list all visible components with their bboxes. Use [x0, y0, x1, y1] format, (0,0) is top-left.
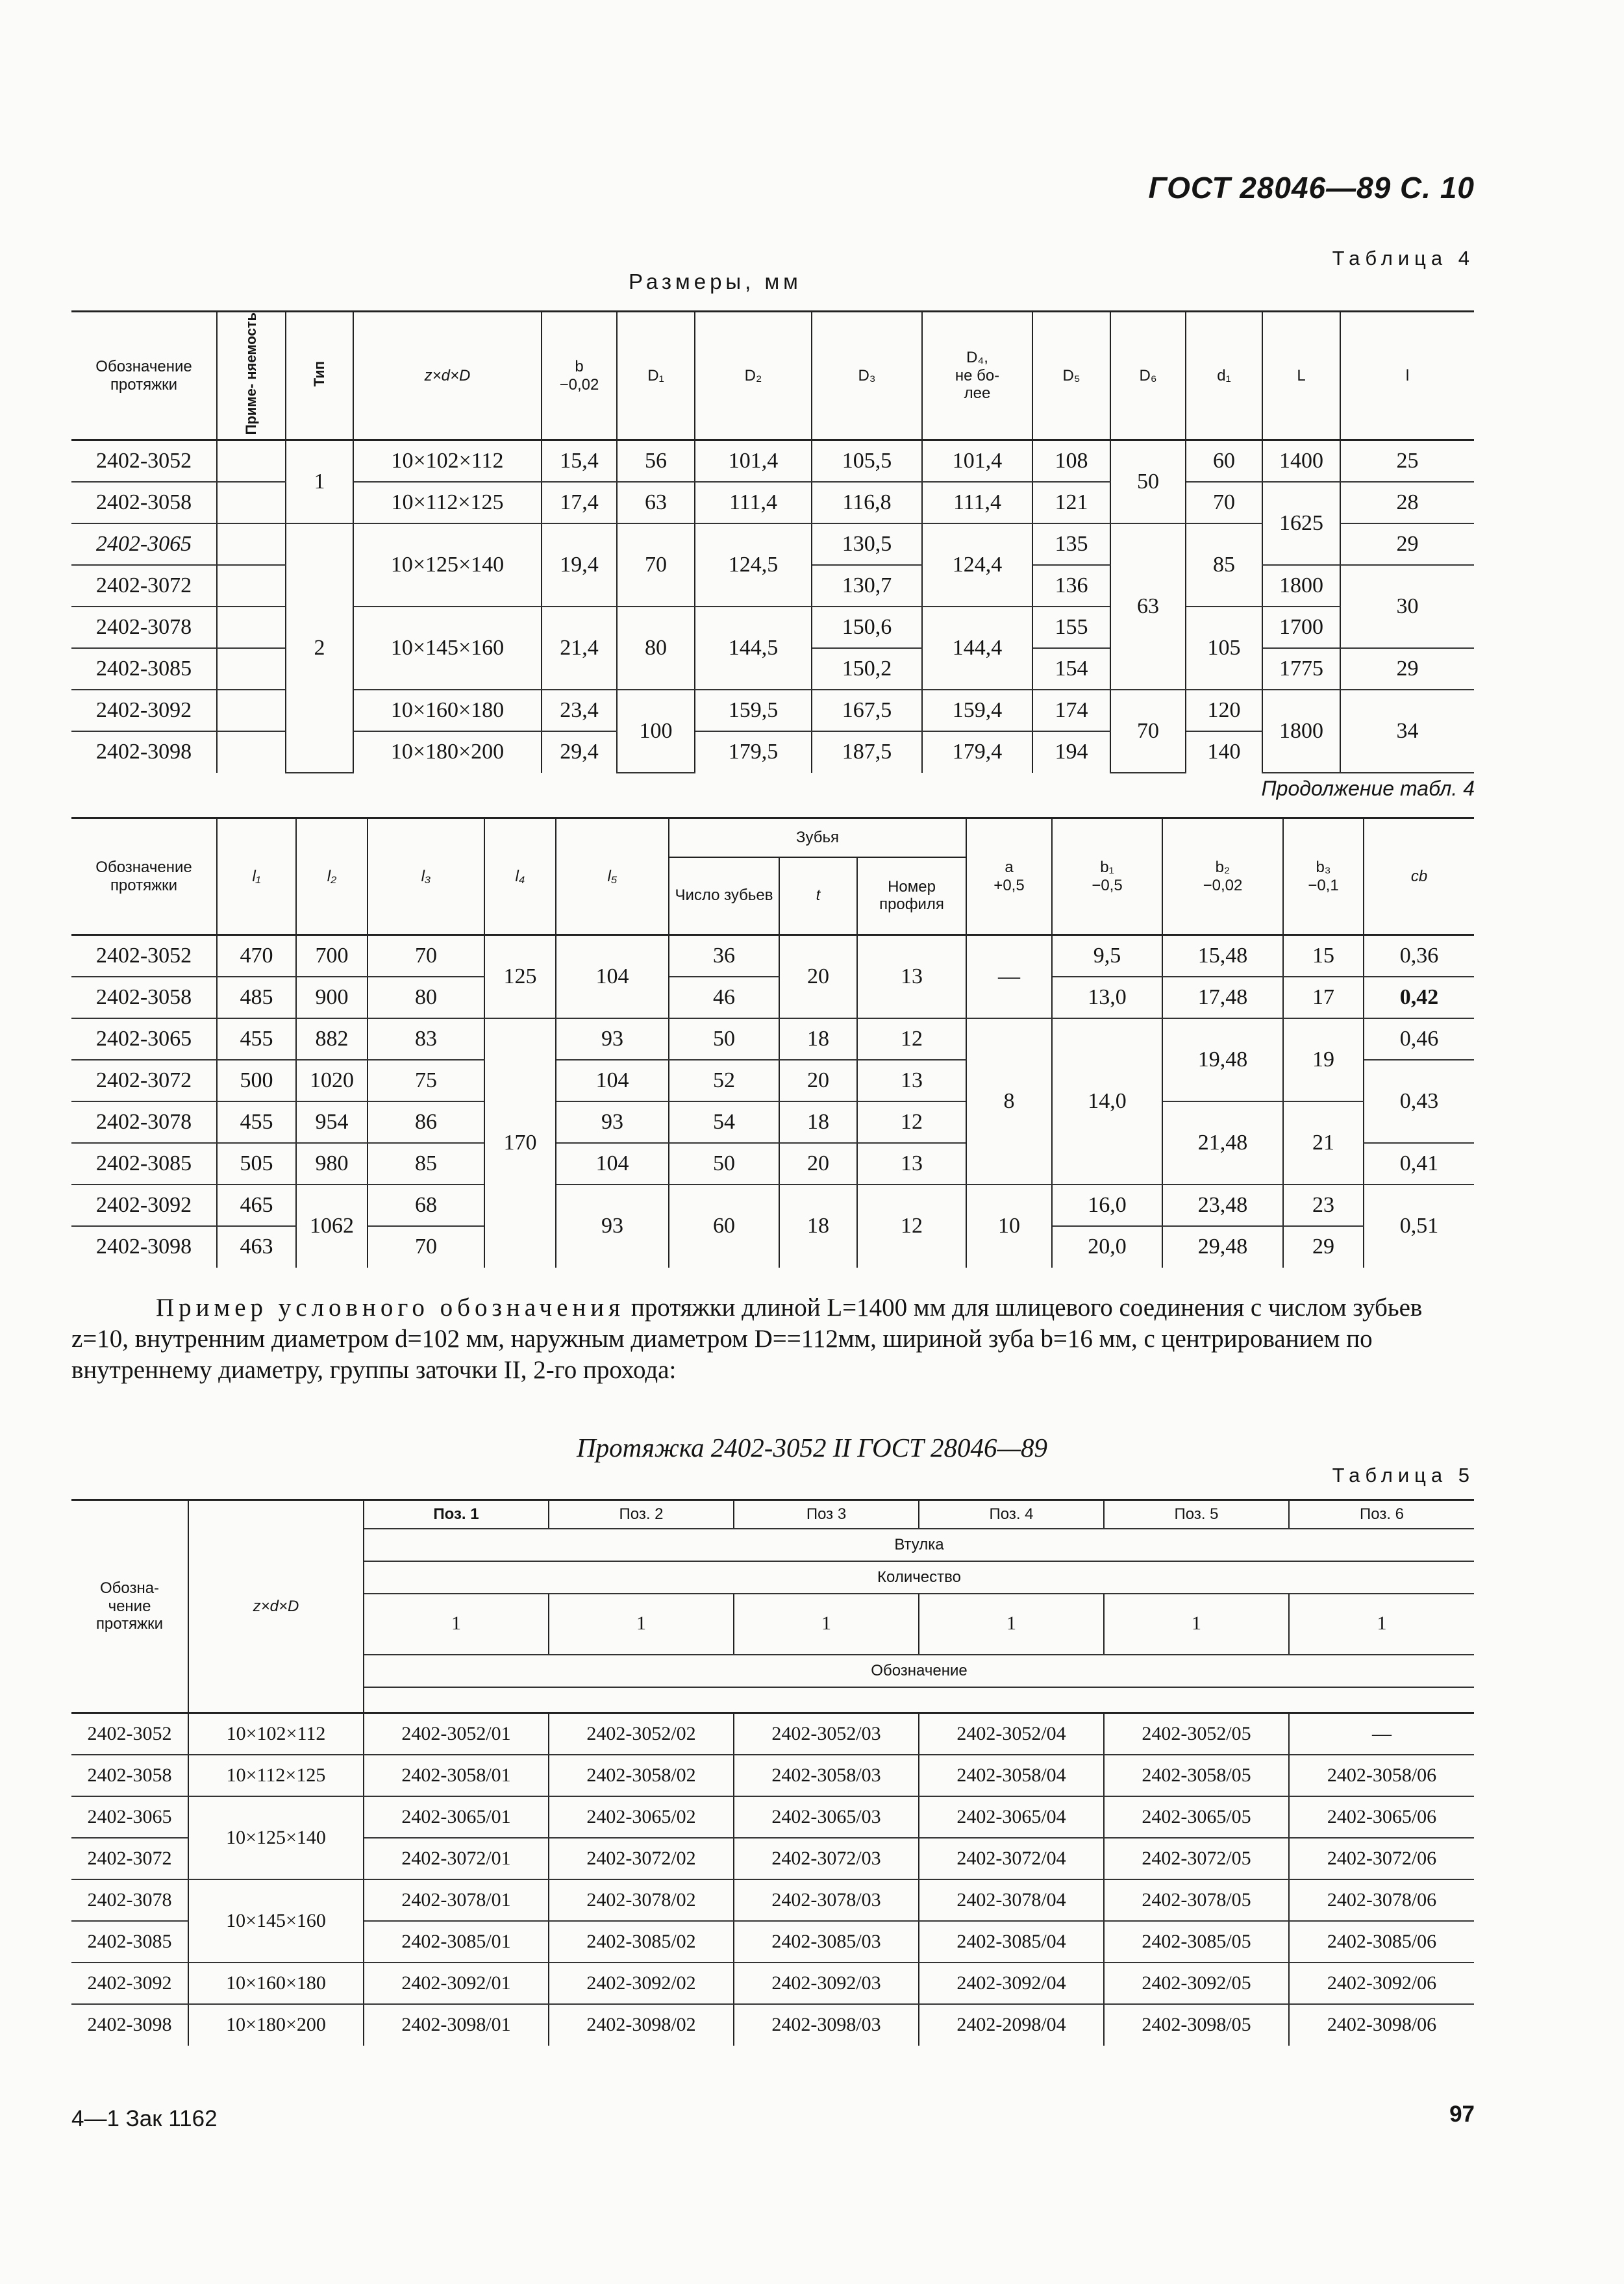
th-teeth-count: Число зубьев	[669, 857, 779, 935]
b-cell: 29,4	[542, 731, 617, 773]
row-designation: 2402-3092	[71, 690, 217, 731]
D3-cell: 130,5	[812, 523, 922, 565]
zdD-cell: 10×160×180	[353, 690, 542, 731]
sleeve-cell: 2402-3078/05	[1104, 1879, 1289, 1921]
sleeve-cell: 2402-3092/03	[734, 1963, 919, 2004]
sleeve-cell: 2402-2098/04	[919, 2004, 1104, 2046]
l4-cell: 125	[484, 935, 556, 1018]
th-zdD: z×d×D	[188, 1500, 364, 1713]
row-designation: 2402-3078	[71, 1879, 188, 1921]
D3-cell: 150,2	[812, 648, 922, 690]
row-designation: 2402-3065	[71, 523, 217, 565]
t-cell: 20	[779, 1143, 857, 1185]
qty-cell: 1	[919, 1594, 1104, 1655]
L-cell: 1800	[1262, 565, 1340, 607]
d1-cell: 85	[1186, 523, 1262, 607]
cb-cell: 0,43	[1364, 1060, 1474, 1143]
row-designation: 2402-3072	[71, 1060, 217, 1101]
d1-cell: 120	[1186, 690, 1262, 731]
sleeve-cell: 2402-3058/05	[1104, 1755, 1289, 1796]
qty-cell: 1	[549, 1594, 734, 1655]
D5-cell: 108	[1032, 440, 1110, 482]
d1-cell: 70	[1186, 482, 1262, 523]
th-l3: l₃	[368, 818, 484, 935]
sleeve-cell: 2402-3078/02	[549, 1879, 734, 1921]
l5-cell: 104	[556, 935, 669, 1018]
qty-cell: 1	[1104, 1594, 1289, 1655]
row-designation: 2402-3058	[71, 482, 217, 523]
sleeve-cell: 2402-3065/02	[549, 1796, 734, 1838]
th-D4: D₄, не бо- лее	[922, 312, 1032, 440]
D5-cell: 135	[1032, 523, 1110, 565]
sleeve-cell: 2402-3098/01	[364, 2004, 549, 2046]
th-zdD: z×d×D	[353, 312, 542, 440]
l5-cell: 93	[556, 1018, 669, 1060]
l3-cell: 75	[368, 1060, 484, 1101]
sleeve-cell: 2402-3085/04	[919, 1921, 1104, 1963]
profile-cell: 12	[857, 1185, 966, 1268]
th-l: l	[1340, 312, 1474, 440]
th-pos-1: Поз. 1	[364, 1500, 549, 1529]
D2-cell: 179,5	[695, 731, 812, 773]
sleeve-cell: 2402-3085/02	[549, 1921, 734, 1963]
teeth-count-cell: 46	[669, 977, 779, 1018]
D2-cell: 144,5	[695, 607, 812, 690]
l1-cell: 455	[217, 1018, 296, 1060]
sleeve-cell: 2402-3072/06	[1289, 1838, 1474, 1879]
D4-cell: 124,4	[922, 523, 1032, 607]
b2-cell: 23,48	[1162, 1185, 1283, 1226]
l1-cell: 500	[217, 1060, 296, 1101]
profile-cell: 13	[857, 935, 966, 1018]
a-cell: 10	[966, 1185, 1052, 1268]
sleeve-cell: 2402-3065/01	[364, 1796, 549, 1838]
b3-cell: 19	[1283, 1018, 1364, 1101]
row-designation: 2402-3052	[71, 1713, 188, 1755]
d1-cell: 60	[1186, 440, 1262, 482]
t-cell: 18	[779, 1018, 857, 1060]
D1-cell: 100	[617, 690, 695, 773]
th-l5: l₅	[556, 818, 669, 935]
application-cell	[217, 565, 286, 607]
b-cell: 19,4	[542, 523, 617, 607]
sleeve-cell: 2402-3072/01	[364, 1838, 549, 1879]
sleeve-cell: 2402-3065/04	[919, 1796, 1104, 1838]
row-designation: 2402-3098	[71, 1226, 217, 1268]
th-b: b −0,02	[542, 312, 617, 440]
cb-cell: 0,42	[1364, 977, 1474, 1018]
th-pos-2: Поз. 2	[549, 1500, 734, 1529]
th-d1: d₁	[1186, 312, 1262, 440]
D4-cell: 159,4	[922, 690, 1032, 731]
cb-cell: 0,51	[1364, 1185, 1474, 1268]
application-cell	[217, 731, 286, 773]
l3-cell: 83	[368, 1018, 484, 1060]
table4	[71, 310, 1474, 773]
row-designation: 2402-3092	[71, 1963, 188, 2004]
table4-continuation	[71, 817, 1474, 1268]
b2-cell: 21,48	[1162, 1101, 1283, 1185]
D3-cell: 130,7	[812, 565, 922, 607]
row-designation: 2402-3072	[71, 565, 217, 607]
D4-cell: 179,4	[922, 731, 1032, 773]
l5-cell: 104	[556, 1060, 669, 1101]
D2-cell: 124,5	[695, 523, 812, 607]
th-pos-4: Поз. 4	[919, 1500, 1104, 1529]
l1-cell: 505	[217, 1143, 296, 1185]
row-designation: 2402-3065	[71, 1018, 217, 1060]
application-cell	[217, 607, 286, 648]
D6-cell: 50	[1110, 440, 1186, 523]
row-designation: 2402-3092	[71, 1185, 217, 1226]
D3-cell: 187,5	[812, 731, 922, 773]
b3-cell: 29	[1283, 1226, 1364, 1268]
profile-cell: 12	[857, 1101, 966, 1143]
type-cell: 1	[286, 440, 353, 523]
th-D3: D₃	[812, 312, 922, 440]
sleeve-cell: 2402-3085/01	[364, 1921, 549, 1963]
table5	[71, 1499, 1474, 2046]
sleeve-cell: 2402-3092/04	[919, 1963, 1104, 2004]
sleeve-cell: 2402-3072/05	[1104, 1838, 1289, 1879]
zdD-cell: 10×160×180	[188, 1963, 364, 2004]
D1-cell: 70	[617, 523, 695, 607]
th-D2: D₂	[695, 312, 812, 440]
D5-cell: 121	[1032, 482, 1110, 523]
footer-order: 4—1 Зак 1162	[71, 2106, 218, 2131]
application-cell	[217, 482, 286, 523]
example-designation: Протяжка 2402-3052 II ГОСТ 28046—89	[576, 1433, 1048, 1462]
th-b1: b₁ −0,5	[1052, 818, 1162, 935]
d1-cell: 140	[1186, 731, 1262, 773]
D3-cell: 150,6	[812, 607, 922, 648]
t-cell: 18	[779, 1185, 857, 1268]
row-designation: 2402-3078	[71, 1101, 217, 1143]
b3-cell: 15	[1283, 935, 1364, 977]
th-D6: D₆	[1110, 312, 1186, 440]
l1-cell: 485	[217, 977, 296, 1018]
example-text: протяжки длиной L=1400 мм для шлицевого соединения с числом зубьев z=10, внутренним диаметром d=102 мм, наружным диаметром D==112мм, шириной зуба b=16 мм, с центрированием по внутреннему диаметру, группы заточки II, 2-го прохода:	[71, 1294, 1423, 1384]
example-lead: Пример условного обозначения	[156, 1294, 625, 1322]
sleeve-cell: 2402-3052/05	[1104, 1713, 1289, 1755]
cb-cell: 0,36	[1364, 935, 1474, 977]
l2-cell: 700	[296, 935, 368, 977]
l3-cell: 70	[368, 935, 484, 977]
D5-cell: 154	[1032, 648, 1110, 690]
example-paragraph	[71, 1292, 1474, 1386]
th-pos-5: Поз. 5	[1104, 1500, 1289, 1529]
th-cb: cb	[1364, 818, 1474, 935]
row-designation: 2402-3078	[71, 607, 217, 648]
teeth-count-cell: 50	[669, 1018, 779, 1060]
zdD-cell: 10×112×125	[353, 482, 542, 523]
a-cell: 8	[966, 1018, 1052, 1185]
sleeve-cell: 2402-3058/06	[1289, 1755, 1474, 1796]
D5-cell: 155	[1032, 607, 1110, 648]
sleeve-cell: 2402-3058/01	[364, 1755, 549, 1796]
type-cell: 2	[286, 523, 353, 773]
b1-cell: 9,5	[1052, 935, 1162, 977]
sleeve-cell: 2402-3052/04	[919, 1713, 1104, 1755]
cb-cell: 0,46	[1364, 1018, 1474, 1060]
l2-cell: 882	[296, 1018, 368, 1060]
zdD-cell: 10×145×160	[188, 1879, 364, 1963]
qty-cell: 1	[364, 1594, 549, 1655]
l2-cell: 1062	[296, 1185, 368, 1268]
zdD-cell: 10×125×140	[188, 1796, 364, 1879]
b-cell: 23,4	[542, 690, 617, 731]
b1-cell: 16,0	[1052, 1185, 1162, 1226]
row-designation: 2402-3058	[71, 1755, 188, 1796]
D1-cell: 80	[617, 607, 695, 690]
l-cell: 30	[1340, 565, 1474, 648]
D3-cell: 167,5	[812, 690, 922, 731]
l3-cell: 70	[368, 1226, 484, 1268]
row-designation: 2402-3052	[71, 440, 217, 482]
row-designation: 2402-3065	[71, 1796, 188, 1838]
row-designation: 2402-3058	[71, 977, 217, 1018]
l1-cell: 463	[217, 1226, 296, 1268]
b3-cell: 21	[1283, 1101, 1364, 1185]
row-designation: 2402-3098	[71, 2004, 188, 2046]
l4-cell: 170	[484, 1018, 556, 1268]
sleeve-cell: 2402-3098/02	[549, 2004, 734, 2046]
D1-cell: 63	[617, 482, 695, 523]
th-spacer	[364, 1687, 1474, 1713]
th-designation: Обозначение протяжки	[71, 818, 217, 935]
t-cell: 20	[779, 935, 857, 1018]
L-cell: 1700	[1262, 607, 1340, 648]
L-cell: 1625	[1262, 482, 1340, 565]
l1-cell: 455	[217, 1101, 296, 1143]
application-cell	[217, 690, 286, 731]
th-designation: Обозначение протяжки	[71, 312, 217, 440]
D2-cell: 111,4	[695, 482, 812, 523]
sleeve-cell: 2402-3085/05	[1104, 1921, 1289, 1963]
sleeve-cell: 2402-3065/06	[1289, 1796, 1474, 1838]
D5-cell: 174	[1032, 690, 1110, 731]
sleeve-cell: —	[1289, 1713, 1474, 1755]
L-cell: 1775	[1262, 648, 1340, 690]
teeth-count-cell: 60	[669, 1185, 779, 1268]
teeth-count-cell: 36	[669, 935, 779, 977]
t-cell: 18	[779, 1101, 857, 1143]
b1-cell: 20,0	[1052, 1226, 1162, 1268]
zdD-cell: 10×102×112	[188, 1713, 364, 1755]
zdD-cell: 10×145×160	[353, 607, 542, 690]
l-cell: 28	[1340, 482, 1474, 523]
l-cell: 29	[1340, 523, 1474, 565]
page-number: 97	[1449, 2102, 1475, 2127]
l2-cell: 954	[296, 1101, 368, 1143]
teeth-count-cell: 54	[669, 1101, 779, 1143]
th-quantity: Количество	[364, 1561, 1474, 1594]
sleeve-cell: 2402-3092/06	[1289, 1963, 1474, 2004]
table4-sizes-caption: Размеры, мм	[629, 270, 802, 294]
profile-cell: 13	[857, 1060, 966, 1101]
b2-cell: 29,48	[1162, 1226, 1283, 1268]
th-type: Тип	[286, 312, 353, 440]
b2-cell: 15,48	[1162, 935, 1283, 977]
profile-cell: 12	[857, 1018, 966, 1060]
l1-cell: 465	[217, 1185, 296, 1226]
b-cell: 21,4	[542, 607, 617, 690]
th-l4: l₄	[484, 818, 556, 935]
b2-cell: 19,48	[1162, 1018, 1283, 1101]
qty-cell: 1	[734, 1594, 919, 1655]
sleeve-cell: 2402-3085/06	[1289, 1921, 1474, 1963]
sleeve-cell: 2402-3052/01	[364, 1713, 549, 1755]
th-l1: l₁	[217, 818, 296, 935]
l5-cell: 104	[556, 1143, 669, 1185]
application-cell	[217, 648, 286, 690]
teeth-count-cell: 52	[669, 1060, 779, 1101]
sleeve-cell: 2402-3078/04	[919, 1879, 1104, 1921]
th-L: L	[1262, 312, 1340, 440]
sleeve-cell: 2402-3092/02	[549, 1963, 734, 2004]
row-designation: 2402-3072	[71, 1838, 188, 1879]
D6-cell: 63	[1110, 523, 1186, 690]
th-teeth: Зубья	[669, 818, 966, 857]
l5-cell: 93	[556, 1101, 669, 1143]
zdD-cell: 10×112×125	[188, 1755, 364, 1796]
b-cell: 17,4	[542, 482, 617, 523]
zdD-cell: 10×125×140	[353, 523, 542, 607]
sleeve-cell: 2402-3072/02	[549, 1838, 734, 1879]
D4-cell: 101,4	[922, 440, 1032, 482]
table5-label: Таблица 5	[1332, 1464, 1475, 1487]
th-application: Приме- няемость	[217, 312, 286, 440]
cb-cell: 0,41	[1364, 1143, 1474, 1185]
D2-cell: 159,5	[695, 690, 812, 731]
th-pos-6: Поз. 6	[1289, 1500, 1474, 1529]
D3-cell: 105,5	[812, 440, 922, 482]
l2-cell: 1020	[296, 1060, 368, 1101]
application-cell	[217, 440, 286, 482]
th-pos-3: Поз 3	[734, 1500, 919, 1529]
row-designation: 2402-3085	[71, 1143, 217, 1185]
D4-cell: 144,4	[922, 607, 1032, 690]
th-a: a +0,5	[966, 818, 1052, 935]
l-cell: 29	[1340, 648, 1474, 690]
sleeve-cell: 2402-3098/05	[1104, 2004, 1289, 2046]
sleeve-cell: 2402-3092/05	[1104, 1963, 1289, 2004]
l3-cell: 85	[368, 1143, 484, 1185]
b1-cell: 14,0	[1052, 1018, 1162, 1185]
sleeve-cell: 2402-3058/02	[549, 1755, 734, 1796]
th-profile: Номер профиля	[857, 857, 966, 935]
D2-cell: 101,4	[695, 440, 812, 482]
l5-cell: 93	[556, 1185, 669, 1268]
l1-cell: 470	[217, 935, 296, 977]
sleeve-cell: 2402-3092/01	[364, 1963, 549, 2004]
L-cell: 1400	[1262, 440, 1340, 482]
b-cell: 15,4	[542, 440, 617, 482]
sleeve-cell: 2402-3065/05	[1104, 1796, 1289, 1838]
D5-cell: 136	[1032, 565, 1110, 607]
D1-cell: 56	[617, 440, 695, 482]
sleeve-cell: 2402-3058/03	[734, 1755, 919, 1796]
zdD-cell: 10×102×112	[353, 440, 542, 482]
teeth-count-cell: 50	[669, 1143, 779, 1185]
row-designation: 2402-3052	[71, 935, 217, 977]
l2-cell: 900	[296, 977, 368, 1018]
l-cell: 25	[1340, 440, 1474, 482]
document-header: ГОСТ 28046—89 С. 10	[1148, 171, 1475, 205]
th-designation-row: Обозначение	[364, 1655, 1474, 1687]
b2-cell: 17,48	[1162, 977, 1283, 1018]
application-cell	[217, 523, 286, 565]
b3-cell: 23	[1283, 1185, 1364, 1226]
zdD-cell: 10×180×200	[188, 2004, 364, 2046]
sleeve-cell: 2402-3072/04	[919, 1838, 1104, 1879]
L-cell: 1800	[1262, 690, 1340, 773]
l3-cell: 68	[368, 1185, 484, 1226]
qty-cell: 1	[1289, 1594, 1474, 1655]
l3-cell: 86	[368, 1101, 484, 1143]
sleeve-cell: 2402-3078/06	[1289, 1879, 1474, 1921]
D6-cell: 70	[1110, 690, 1186, 773]
th-b2: b₂ −0,02	[1162, 818, 1283, 935]
sleeve-cell: 2402-3072/03	[734, 1838, 919, 1879]
sleeve-cell: 2402-3052/03	[734, 1713, 919, 1755]
th-t: t	[779, 857, 857, 935]
t-cell: 20	[779, 1060, 857, 1101]
a-cell: —	[966, 935, 1052, 1018]
sleeve-cell: 2402-3078/03	[734, 1879, 919, 1921]
d1-cell: 105	[1186, 607, 1262, 690]
row-designation: 2402-3098	[71, 731, 217, 773]
th-sleeve: Втулка	[364, 1529, 1474, 1561]
l3-cell: 80	[368, 977, 484, 1018]
sleeve-cell: 2402-3098/03	[734, 2004, 919, 2046]
sleeve-cell: 2402-3098/06	[1289, 2004, 1474, 2046]
table4-label: Таблица 4	[1332, 247, 1475, 270]
sleeve-cell: 2402-3085/03	[734, 1921, 919, 1963]
th-designation: Обозна- чение протяжки	[71, 1500, 188, 1713]
l-cell: 34	[1340, 690, 1474, 773]
th-b3: b₃ −0,1	[1283, 818, 1364, 935]
sleeve-cell: 2402-3052/02	[549, 1713, 734, 1755]
table4-continuation-caption: Продолжение табл. 4	[1261, 777, 1475, 800]
sleeve-cell: 2402-3058/04	[919, 1755, 1104, 1796]
sleeve-cell: 2402-3078/01	[364, 1879, 549, 1921]
D3-cell: 116,8	[812, 482, 922, 523]
th-D5: D₅	[1032, 312, 1110, 440]
sleeve-cell: 2402-3065/03	[734, 1796, 919, 1838]
D4-cell: 111,4	[922, 482, 1032, 523]
b3-cell: 17	[1283, 977, 1364, 1018]
th-l2: l₂	[296, 818, 368, 935]
profile-cell: 13	[857, 1143, 966, 1185]
D5-cell: 194	[1032, 731, 1110, 773]
zdD-cell: 10×180×200	[353, 731, 542, 773]
row-designation: 2402-3085	[71, 648, 217, 690]
l2-cell: 980	[296, 1143, 368, 1185]
th-D1: D₁	[617, 312, 695, 440]
b1-cell: 13,0	[1052, 977, 1162, 1018]
row-designation: 2402-3085	[71, 1921, 188, 1963]
